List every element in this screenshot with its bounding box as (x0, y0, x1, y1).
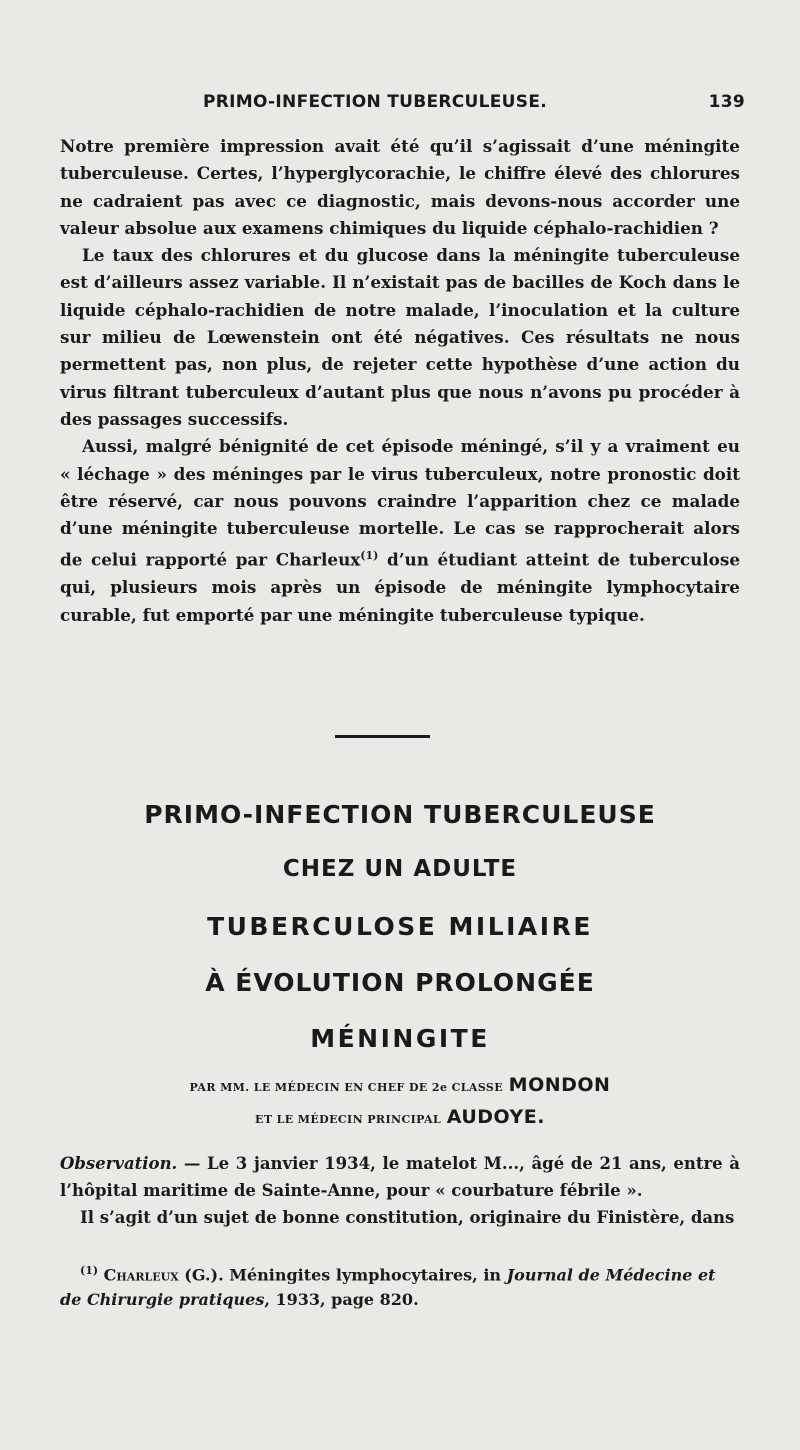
byline-prefix: PAR MM. LE MÉDECIN EN CHEF DE 2e CLASSE (189, 1081, 504, 1094)
running-title: PRIMO-INFECTION TUBERCULEUSE. (203, 92, 547, 112)
article-title (60, 800, 740, 1136)
running-head (58, 90, 745, 116)
body-paragraph: Le taux des chlorures et du glucose dans la méningite tuberculeuse est d’ailleurs assez variable. Il n’existait pas de bacilles de Koch dans le liquide céphalo-rachidien de notre malade, l’inoculation et la culture sur milieu de Lœwenstein ont été négatives. Ces résultats ne nous permettent pas, non plus, de rejeter cette hypothèse d’une action du virus filtrant tuberculeux d’autant plus que nous n’avons pu procéder à des passages successifs. (60, 245, 740, 429)
title-line: PRIMO-INFECTION TUBERCULEUSE (144, 800, 656, 829)
title-line: MÉNINGITE (310, 1024, 490, 1053)
title-line: TUBERCULOSE MILIAIRE (207, 912, 593, 941)
observation-paragraph: Il s’agit d’un sujet de bonne constitution, originaire du Finistère, dans (80, 1208, 735, 1227)
author-name: AUDOYE. (446, 1106, 545, 1128)
title-line: À ÉVOLUTION PROLONGÉE (205, 968, 595, 997)
body-paragraph (60, 433, 740, 629)
footnote-reference: (1) (360, 549, 379, 563)
byline-prefix: ET LE MÉDECIN PRINCIPAL (255, 1113, 442, 1126)
paragraph-text: d’un étudiant atteint de tuberculose qui, plusieurs mois après un épisode de méningite lymphocytaire curable, fut emporté par une méningite tuberculeuse typique. (60, 550, 741, 625)
observation-paragraph (60, 1150, 740, 1204)
footnote-journal: Journal de Médecine et de Chirurgie pratiques (60, 1265, 716, 1310)
page-number: 139 (708, 92, 745, 112)
section-divider (335, 735, 430, 738)
paragraph-text: — Le 3 janvier 1934, le matelot M..., âgé de 21 ans, entre à l’hôpital maritime de Sainte-Anne, pour « courbature fébrile ». (60, 1154, 740, 1200)
author-name: MONDON (508, 1074, 611, 1096)
footnote-author: Charleux (103, 1265, 179, 1285)
footnote-text: , 1933, page 820. (264, 1290, 419, 1310)
observation-text (60, 1150, 740, 1231)
footnote-text: (G.). Méningites lymphocytaires, in (178, 1265, 507, 1285)
observation-label: Observation. (60, 1154, 178, 1173)
body-paragraph: Notre première impression avait été qu’il s’agissait d’une méningite tuberculeuse. Certes, l’hyperglycorachie, le chiffre élevé des chlorures ne cadraient pas avec ce diagnostic, mais devons-nous accorder une valeur absolue aux examens chimiques du liquide céphalo-rachidien ? (60, 136, 740, 238)
body-text (60, 133, 740, 629)
footnotes (60, 1258, 740, 1312)
footnote (60, 1258, 740, 1312)
byline (60, 1074, 740, 1106)
title-line: CHEZ UN ADULTE (282, 856, 518, 882)
footnote-mark: (1) (80, 1264, 99, 1277)
paragraph-text: Aussi, malgré bénignité de cet épisode méningé, s’il y a vraiment eu « léchage » des méninges par le virus tuberculeux, notre pronostic doit être réservé, car nous pouvons craindre l’apparition chez ce malade d’une méningite tuberculeuse mortelle. Le cas se rapprocherait alors de celui rapporté par Charleux (60, 436, 740, 571)
byline (60, 1106, 740, 1136)
